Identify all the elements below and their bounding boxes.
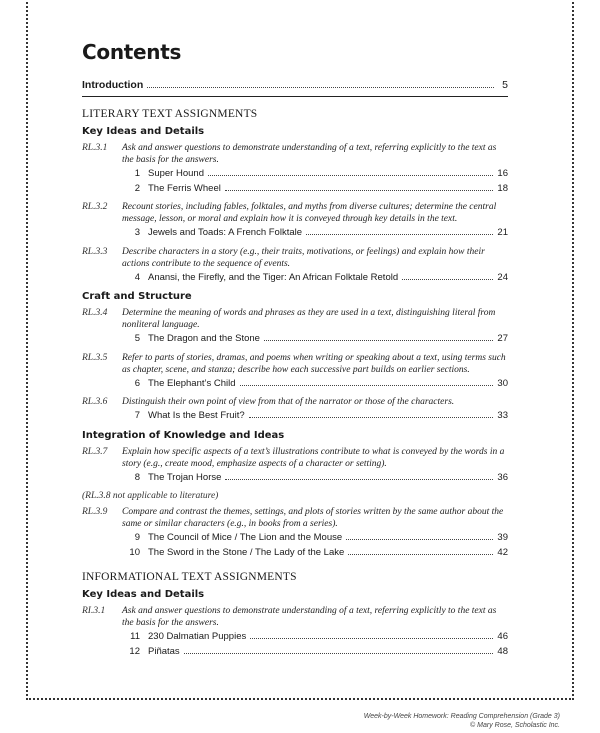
entry-title: Jewels and Toads: A French Folktale bbox=[148, 227, 303, 238]
standard-rl-3-5 bbox=[82, 352, 508, 392]
entry-number: 5 bbox=[134, 333, 140, 344]
entry-page: 36 bbox=[497, 471, 508, 483]
standard-rl-3-9 bbox=[82, 506, 508, 560]
standard-rl-3-7 bbox=[82, 446, 508, 486]
toc-entry[interactable] bbox=[122, 472, 508, 485]
entry-title: Piñatas bbox=[148, 645, 180, 657]
entry-page: 18 bbox=[497, 182, 508, 194]
entry-number: 1 bbox=[134, 168, 140, 179]
standard-code: RL.3.2 bbox=[82, 202, 108, 212]
entry-number: 2 bbox=[134, 182, 140, 194]
dot-leader bbox=[208, 175, 493, 176]
dot-leader bbox=[249, 417, 494, 418]
standard-code: RL.3.9 bbox=[82, 507, 108, 517]
dot-leader bbox=[147, 87, 494, 88]
entry-title: The Sword in the Stone / The Lady of the Lake bbox=[148, 546, 345, 558]
standard-code: RL.3.7 bbox=[82, 446, 108, 457]
standard-rl-3-6 bbox=[82, 396, 508, 424]
toc-entry[interactable] bbox=[122, 378, 508, 391]
entry-number: 6 bbox=[134, 377, 140, 389]
toc-entry[interactable] bbox=[122, 227, 508, 240]
entry-page: 16 bbox=[497, 168, 508, 179]
standard-text: Ask and answer questions to demonstrate understanding of a text, referring explicitly to the text as the basis for the answers. bbox=[122, 606, 497, 628]
entry-number: 3 bbox=[134, 227, 140, 238]
standard-text: Determine the meaning of words and phrases as they are used in a text, distinguishing literal from nonliteral language. bbox=[122, 308, 496, 330]
standard-text: Compare and contrast the themes, settings, and plots of stories written by the same author about the same or similar characters (e.g., in books from a series). bbox=[122, 507, 504, 529]
entry-title: The Council of Mice / The Lion and the Mouse bbox=[148, 532, 343, 543]
standard-code: RL.3.4 bbox=[82, 308, 108, 318]
dot-leader bbox=[306, 234, 493, 235]
entry-title: The Ferris Wheel bbox=[148, 182, 221, 194]
standard-code: RI.3.1 bbox=[82, 606, 106, 616]
page-footer bbox=[364, 712, 560, 730]
entry-title: Anansi, the Firefly, and the Tiger: An African Folktale Retold bbox=[148, 271, 399, 283]
entry-page: 42 bbox=[497, 546, 508, 558]
entry-title: What Is the Best Fruit? bbox=[148, 410, 245, 421]
entry-number: 7 bbox=[134, 410, 140, 421]
dot-leader bbox=[346, 539, 493, 540]
dot-leader bbox=[240, 385, 494, 386]
toc-entry[interactable] bbox=[122, 183, 508, 196]
standard-text: Distinguish their own point of view from that of the narrator or those of the characters. bbox=[122, 397, 455, 407]
subheading-key-ideas: Key Ideas and Details bbox=[82, 126, 205, 137]
toc-entry[interactable] bbox=[122, 532, 508, 545]
toc-entry[interactable] bbox=[122, 410, 508, 423]
standard-text: Ask and answer questions to demonstrate understanding of a text, referring explicitly to the text as the basis for the answers. bbox=[122, 143, 497, 165]
dot-leader bbox=[225, 190, 494, 191]
contents-page bbox=[82, 40, 508, 664]
dot-leader bbox=[250, 638, 493, 639]
entry-page: 5 bbox=[502, 79, 508, 91]
entry-title: Super Hound bbox=[148, 168, 204, 179]
entry-title: The Elephant’s Child bbox=[148, 377, 236, 389]
standard-code: RL.3.1 bbox=[82, 143, 108, 153]
section-heading-informational: INFORMATIONAL TEXT ASSIGNMENTS bbox=[82, 571, 297, 583]
toc-entry[interactable] bbox=[122, 646, 508, 659]
subheading-integration: Integration of Knowledge and Ideas bbox=[82, 429, 285, 441]
entry-number: 10 bbox=[129, 546, 140, 558]
entry-number: 9 bbox=[134, 532, 140, 543]
standard-text: Describe characters in a story (e.g., their traits, motivations, or feelings) and explain how their actions contribute to the sequence of events. bbox=[122, 246, 485, 269]
toc-entry[interactable] bbox=[122, 631, 508, 644]
entry-page: 39 bbox=[497, 532, 508, 543]
standard-ri-3-1 bbox=[82, 605, 508, 659]
toc-entry[interactable] bbox=[122, 333, 508, 346]
entry-title: The Dragon and the Stone bbox=[148, 333, 260, 344]
entry-page: 21 bbox=[497, 227, 508, 238]
standard-rl-3-1 bbox=[82, 142, 508, 196]
toc-entry[interactable] bbox=[122, 168, 508, 181]
standard-code: RL.3.5 bbox=[82, 352, 108, 363]
dot-leader bbox=[264, 340, 493, 341]
entry-title: 230 Dalmatian Puppies bbox=[148, 631, 247, 642]
footer-copyright: © Mary Rose, Scholastic Inc. bbox=[470, 722, 560, 729]
standard-rl-3-2 bbox=[82, 201, 508, 241]
dot-leader bbox=[402, 279, 493, 280]
dot-leader bbox=[348, 554, 493, 555]
toc-entry[interactable] bbox=[122, 547, 508, 560]
page-title: Contents bbox=[82, 40, 182, 64]
entry-page: 46 bbox=[497, 631, 508, 642]
standard-code: RL.3.3 bbox=[82, 246, 108, 257]
not-applicable-note: (RL.3.8 not applicable to literature) bbox=[82, 491, 219, 501]
entry-number: 4 bbox=[134, 271, 140, 283]
subheading-craft-structure: Craft and Structure bbox=[82, 291, 192, 302]
entry-number: 8 bbox=[134, 471, 140, 483]
entry-number: 12 bbox=[129, 645, 140, 657]
entry-number: 11 bbox=[130, 631, 140, 642]
standard-text: Refer to parts of stories, dramas, and poems when writing or speaking about a text, using terms such as chapter, scene, and stanza; describe how each successive part builds on earlier sections. bbox=[122, 352, 506, 375]
subheading-key-ideas: Key Ideas and Details bbox=[82, 589, 205, 600]
dot-leader bbox=[225, 479, 493, 480]
standard-text: Recount stories, including fables, folktales, and myths from diverse cultures; determine the central message, lesson, or moral and explain how it is conveyed through key details in the text. bbox=[122, 202, 497, 224]
entry-page: 33 bbox=[497, 410, 508, 421]
standard-text: Explain how specific aspects of a text’s illustrations contribute to what is conveyed by the words in a story (e.g., create mood, emphasize aspects of a character or setting). bbox=[122, 446, 505, 469]
entry-page: 27 bbox=[497, 333, 508, 344]
footer-book-title: Week-by-Week Homework: Reading Comprehension (Grade 3) bbox=[363, 713, 560, 720]
standard-rl-3-4 bbox=[82, 307, 508, 347]
entry-page: 30 bbox=[497, 377, 508, 389]
standard-rl-3-3 bbox=[82, 246, 508, 286]
dot-leader bbox=[184, 653, 494, 654]
entry-title: Introduction bbox=[82, 79, 144, 91]
standard-code: RL.3.6 bbox=[82, 397, 108, 407]
entry-page: 24 bbox=[497, 271, 508, 283]
toc-entry-introduction[interactable] bbox=[82, 78, 508, 97]
entry-title: The Trojan Horse bbox=[148, 471, 222, 483]
entry-page: 48 bbox=[497, 645, 508, 657]
toc-entry[interactable] bbox=[122, 272, 508, 285]
section-heading-literary: LITERARY TEXT ASSIGNMENTS bbox=[82, 108, 258, 120]
